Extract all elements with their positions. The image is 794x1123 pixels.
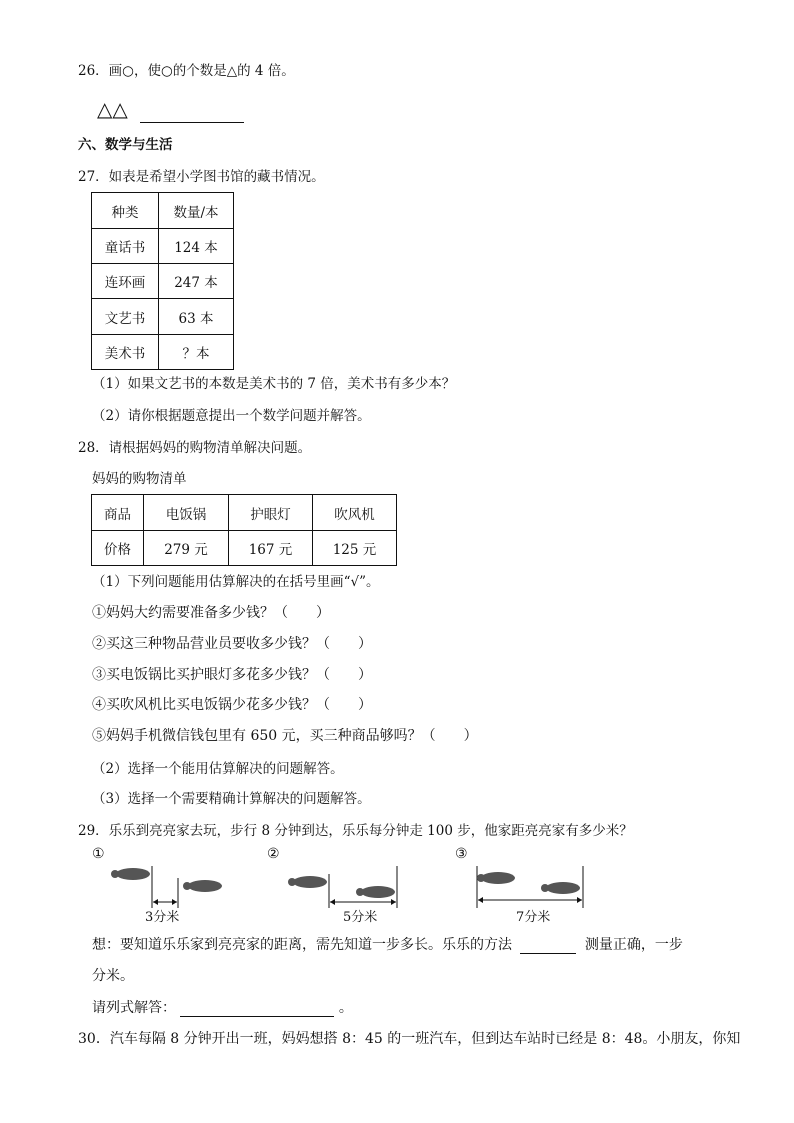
footprint-icon bbox=[541, 882, 580, 894]
q30-text: 30．汽车每隔 8 分钟开出一班，妈妈想搭 8：45 的一班汽车，但到达车站时已经是 8：48。小朋友，你知 bbox=[78, 1031, 741, 1047]
table-cell: 吹风机 bbox=[313, 495, 397, 531]
table-cell: 63 本 bbox=[159, 299, 234, 335]
table-row bbox=[92, 335, 234, 370]
table-cell: 童话书 bbox=[92, 229, 159, 264]
q26-triangles: △△ bbox=[97, 97, 128, 121]
option-number: ② bbox=[267, 846, 280, 862]
q28-item-3[interactable]: ③买电饭锅比买护眼灯多花多少钱？（ ） bbox=[92, 667, 372, 683]
q29-think-c: 分米。 bbox=[92, 968, 134, 984]
q27-intro: 27．如表是希望小学图书馆的藏书情况。 bbox=[78, 169, 325, 185]
q28-intro: 28．请根据妈妈的购物清单解决问题。 bbox=[78, 440, 312, 456]
measure-label: 3分米 bbox=[145, 910, 180, 925]
table-cell: 商品 bbox=[92, 495, 144, 531]
table-cell: 电饭锅 bbox=[144, 495, 229, 531]
table-row bbox=[92, 193, 234, 229]
table-cell: 价格 bbox=[92, 531, 144, 566]
table-row bbox=[92, 229, 234, 264]
table-cell: 美术书 bbox=[92, 335, 159, 370]
table-cell: 247 本 bbox=[159, 264, 234, 299]
q28-sub2: （2）选择一个能用估算解决的问题解答。 bbox=[92, 761, 344, 777]
q28-item-4[interactable]: ④买吹风机比买电饭锅少花多少钱？（ ） bbox=[92, 697, 372, 713]
table-cell: 护眼灯 bbox=[229, 495, 313, 531]
q29-think bbox=[92, 936, 683, 954]
q28-item-2[interactable]: ②买这三种物品营业员要收多少钱？（ ） bbox=[92, 636, 372, 652]
q29-answer-blank[interactable] bbox=[180, 1000, 334, 1017]
table-cell: 文艺书 bbox=[92, 299, 159, 335]
q29-think-part-b: 测量正确，一步 bbox=[584, 937, 683, 953]
q29-text: 29．乐乐到亮亮家去玩，步行 8 分钟到达，乐乐每分钟走 100 步，他家距亮亮家有多少米？ bbox=[78, 823, 633, 839]
table-cell: 279 元 bbox=[144, 531, 229, 566]
table-cell: 125 元 bbox=[313, 531, 397, 566]
q26-answer-blank[interactable] bbox=[140, 104, 244, 123]
q29-method-blank[interactable] bbox=[520, 937, 576, 954]
table-row bbox=[92, 495, 397, 531]
table-row bbox=[92, 531, 397, 566]
shopping-table bbox=[91, 494, 397, 566]
shopping-list-title: 妈妈的购物清单 bbox=[92, 471, 187, 487]
q27-sub2: （2）请你根据题意提出一个数学问题并解答。 bbox=[92, 408, 371, 424]
table-cell: 124 本 bbox=[159, 229, 234, 264]
q28-item-5[interactable]: ⑤妈妈手机微信钱包里有 650 元，买三种商品够吗？（ ） bbox=[92, 728, 478, 744]
measure-label: 5分米 bbox=[343, 910, 378, 925]
table-header-cell: 种类 bbox=[92, 193, 159, 229]
q26-text: 26．画○，使○的个数是△的 4 倍。 bbox=[78, 63, 295, 79]
q29-answer-end: 。 bbox=[338, 1000, 353, 1016]
footprint-icon bbox=[356, 886, 395, 898]
q29-think-part-a: 想：要知道乐乐家到亮亮家的距离，需先知道一步多长。乐乐的方法 bbox=[92, 937, 512, 953]
q29-answer-line bbox=[92, 999, 353, 1017]
table-row bbox=[92, 299, 234, 335]
footprint-icon bbox=[477, 872, 515, 884]
table-cell: ？本 bbox=[159, 335, 234, 370]
table-cell: 连环画 bbox=[92, 264, 159, 299]
option-number: ① bbox=[92, 846, 105, 862]
table-header-cell: 数量/本 bbox=[159, 193, 234, 229]
q27-sub1: （1）如果文艺书的本数是美术书的 7 倍，美术书有多少本？ bbox=[92, 376, 456, 392]
library-table bbox=[91, 192, 234, 370]
table-row bbox=[92, 264, 234, 299]
footprint-icon bbox=[288, 876, 327, 888]
table-cell: 167 元 bbox=[229, 531, 313, 566]
q28-sub1: （1）下列问题能用估算解决的在括号里画“√”。 bbox=[92, 574, 380, 590]
q29-answer-label: 请列式解答： bbox=[92, 1000, 176, 1016]
footprint-icon bbox=[111, 868, 150, 880]
footprint-icon bbox=[183, 880, 222, 892]
section-title: 六、数学与生活 bbox=[78, 137, 173, 153]
measure-label: 7分米 bbox=[516, 910, 551, 925]
option-number: ③ bbox=[455, 846, 468, 862]
q28-sub3: （3）选择一个需要精确计算解决的问题解答。 bbox=[92, 791, 371, 807]
q28-item-1[interactable]: ①妈妈大约需要准备多少钱？（ ） bbox=[92, 605, 330, 621]
